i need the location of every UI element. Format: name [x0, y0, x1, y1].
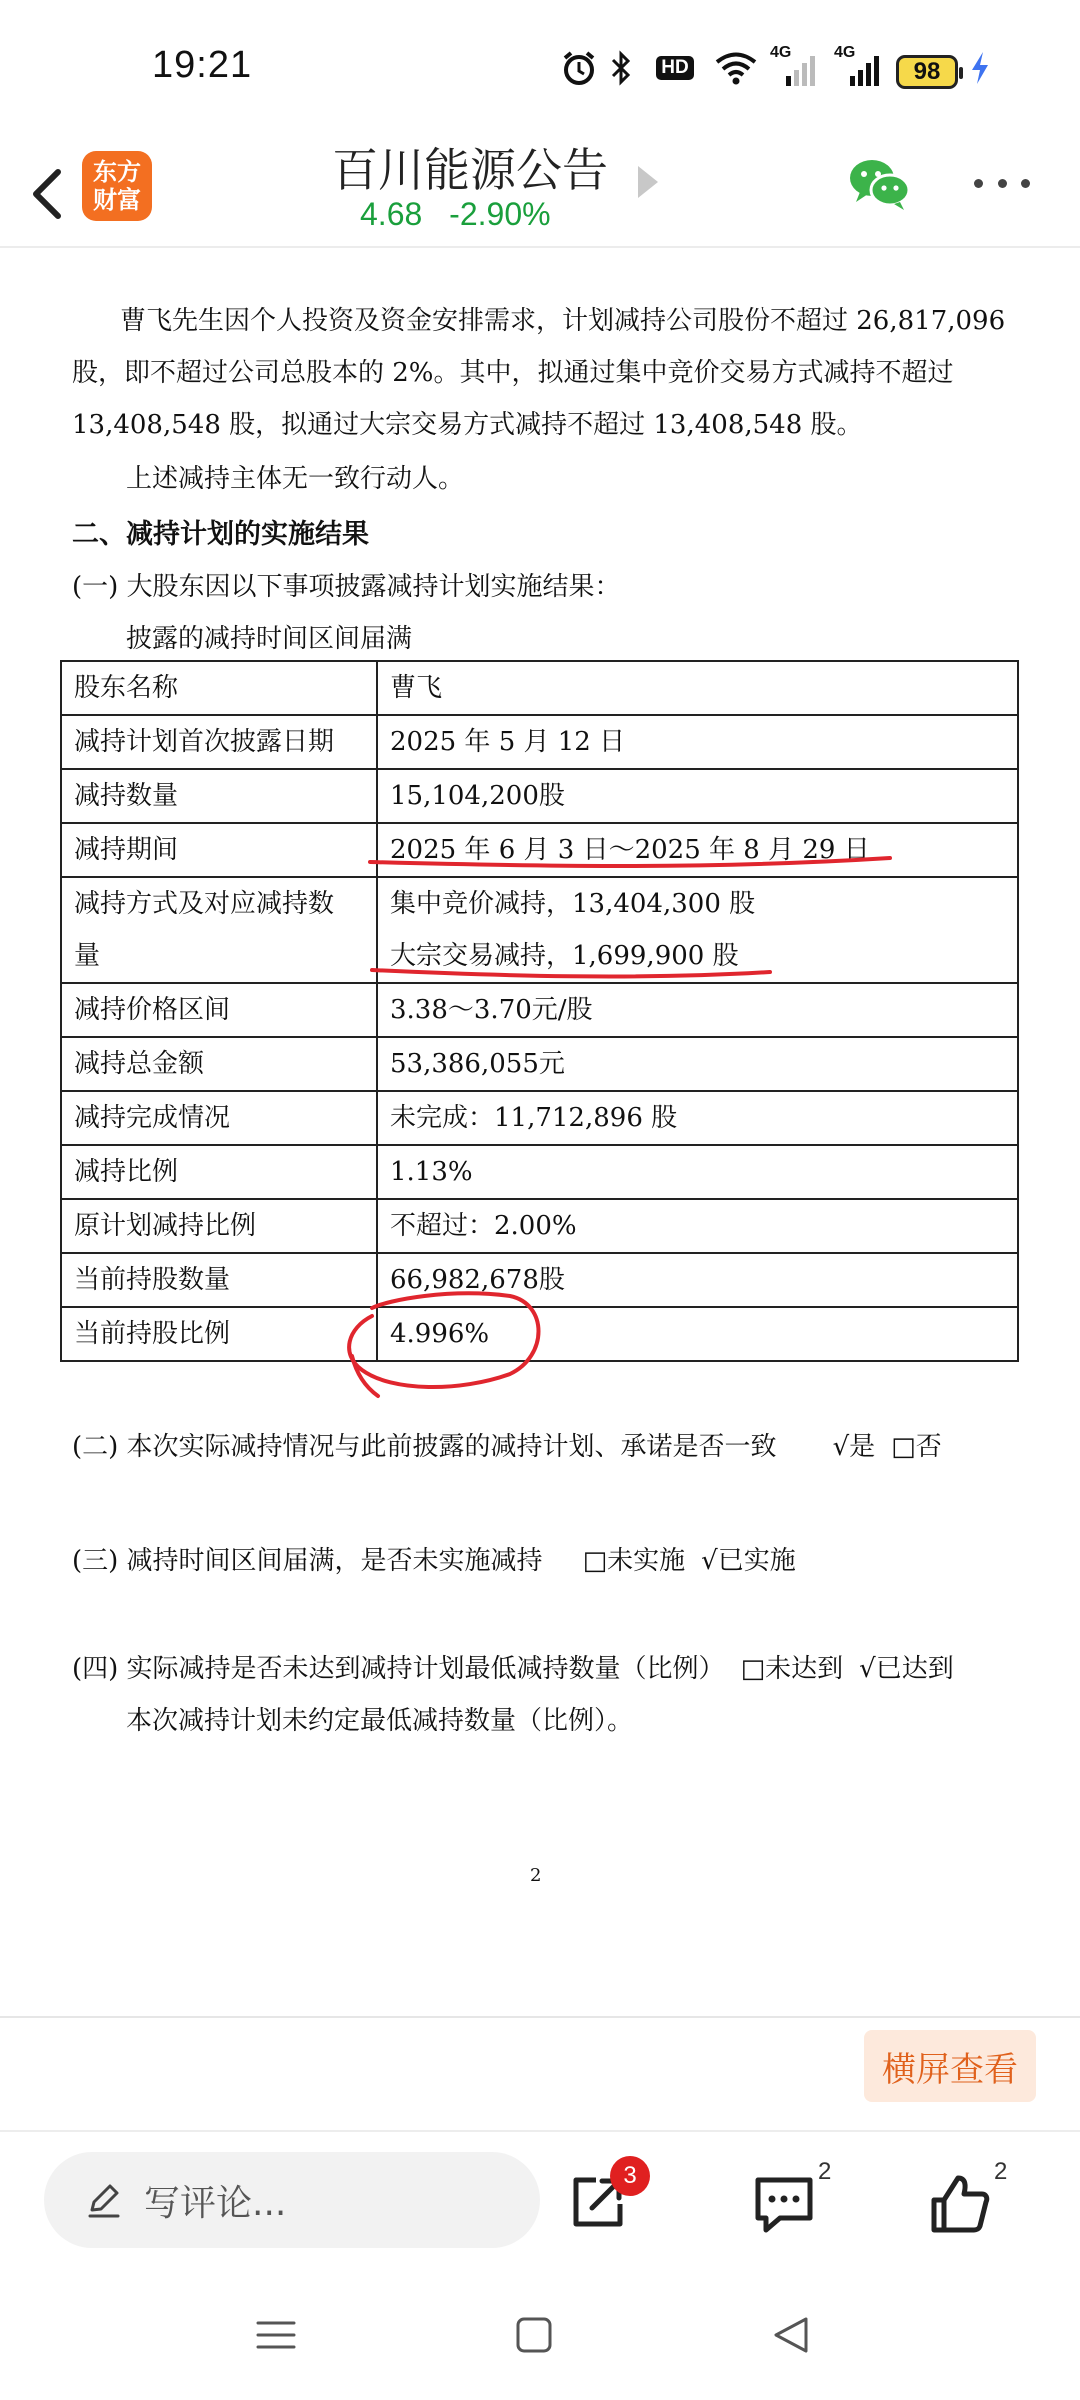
table-label: 原计划减持比例 — [61, 1199, 377, 1253]
status-bar — [0, 0, 1080, 140]
alarm-icon — [558, 48, 600, 88]
comment-button[interactable] — [752, 2158, 832, 2242]
stock-quote — [360, 196, 569, 233]
logo-line-1: 东方 — [93, 158, 141, 186]
table-row — [61, 983, 1018, 1037]
table-row — [61, 877, 1018, 983]
table-value: 1.13% — [377, 1145, 1018, 1199]
like-icon — [928, 2172, 992, 2236]
charging-icon — [966, 48, 994, 88]
table-label: 减持期间 — [61, 823, 377, 877]
subsection-1-note: 披露的减持时间区间届满 — [126, 624, 413, 654]
table-label: 减持计划首次披露日期 — [61, 715, 377, 769]
table-row — [61, 1037, 1018, 1091]
pencil-icon — [84, 2180, 124, 2220]
divider — [0, 2016, 1080, 2018]
status-time: 19:21 — [152, 44, 253, 86]
hd-voice-icon: HD — [652, 48, 698, 88]
table-value: 未完成：11,712,896 股 — [377, 1091, 1018, 1145]
table-value: 53,386,055元 — [377, 1037, 1018, 1091]
yes-checkbox[interactable]: √是 — [832, 1432, 876, 1462]
table-row — [61, 1253, 1018, 1307]
title-arrow-icon[interactable] — [638, 166, 658, 198]
table-label: 减持方式及对应减持数 量 — [61, 877, 377, 983]
app-logo[interactable] — [82, 151, 152, 221]
table-row — [61, 715, 1018, 769]
app-header — [0, 140, 1080, 248]
landscape-view-button[interactable]: 横屏查看 — [864, 2030, 1036, 2102]
reduction-table — [60, 660, 1019, 1362]
home-nav-button[interactable] — [504, 2305, 564, 2365]
table-label: 当前持股比例 — [61, 1307, 377, 1361]
back-triangle-icon — [762, 2305, 822, 2365]
wechat-icon — [846, 154, 912, 214]
section-heading: 二、减持计划的实施结果 — [72, 519, 369, 550]
table-value: 3.38～3.70元/股 — [377, 983, 1018, 1037]
table-row — [61, 1199, 1018, 1253]
logo-line-2: 财富 — [93, 186, 141, 214]
page-number: 2 — [530, 1865, 542, 1886]
wechat-share-button[interactable] — [846, 154, 912, 214]
stock-price: 4.68 — [360, 196, 423, 232]
comment-input[interactable] — [44, 2152, 540, 2248]
share-badge: 3 — [610, 2156, 650, 2196]
stock-change: -2.90% — [449, 196, 551, 232]
no-checkbox[interactable]: □否 — [891, 1432, 942, 1462]
table-row — [61, 1091, 1018, 1145]
home-icon — [504, 2305, 564, 2365]
table-label: 减持数量 — [61, 769, 377, 823]
intro-line-4: 上述减持主体无一致行动人。 — [126, 464, 465, 494]
wifi-icon — [712, 48, 760, 88]
intro-line-2: 股，即不超过公司总股本的 2%。其中，拟通过集中竞价交易方式减持不超过 — [72, 358, 954, 388]
comment-placeholder: 写评论... — [144, 2182, 287, 2224]
table-label: 减持完成情况 — [61, 1091, 377, 1145]
reached-checkbox[interactable]: √已达到 — [859, 1654, 954, 1684]
subsection-1: (一) 大股东因以下事项披露减持计划实施结果： — [72, 572, 621, 602]
comment-icon — [752, 2172, 816, 2236]
back-nav-button[interactable] — [762, 2305, 822, 2365]
implemented-checkbox[interactable]: √已实施 — [701, 1546, 796, 1576]
not-implemented-checkbox[interactable]: □未实施 — [582, 1546, 686, 1576]
not-reached-checkbox[interactable]: □未达到 — [740, 1654, 844, 1684]
bluetooth-icon — [606, 48, 636, 88]
table-label: 减持总金额 — [61, 1037, 377, 1091]
question-4-note: 本次减持计划未约定最低减持数量（比例）。 — [126, 1706, 634, 1736]
share-button[interactable] — [566, 2162, 646, 2242]
table-value: 2025 年 6 月 3 日～2025 年 8 月 29 日 — [377, 823, 1018, 877]
menu-icon — [246, 2305, 306, 2365]
table-value: 2025 年 5 月 12 日 — [377, 715, 1018, 769]
page-title: 百川能源公告 — [332, 143, 608, 197]
question-2: (二) 本次实际减持情况与此前披露的减持计划、承诺是否一致 √是 □否 — [72, 1432, 942, 1462]
table-label: 当前持股数量 — [61, 1253, 377, 1307]
back-button[interactable] — [20, 150, 80, 230]
table-row — [61, 1145, 1018, 1199]
more-button[interactable] — [974, 168, 1030, 198]
question-3: (三) 减持时间区间届满，是否未实施减持 □未实施 √已实施 — [72, 1546, 796, 1576]
more-icon — [974, 179, 983, 188]
like-count: 2 — [994, 2158, 1008, 2185]
comment-count: 2 — [818, 2158, 832, 2185]
question-4: (四) 实际减持是否未达到减持计划最低减持数量（比例） □未达到 √已达到 — [72, 1654, 954, 1684]
table-value: 4.996% — [377, 1307, 1018, 1361]
table-value: 66,982,678股 — [377, 1253, 1018, 1307]
table-label: 减持比例 — [61, 1145, 377, 1199]
like-button[interactable] — [928, 2158, 1008, 2242]
intro-line-1: 曹飞先生因个人投资及资金安排需求，计划减持公司股份不超过 26,817,096 — [120, 306, 1006, 336]
table-value: 集中竞价减持，13,404,300 股 大宗交易减持，1,699,900 股 — [377, 877, 1018, 983]
table-label: 减持价格区间 — [61, 983, 377, 1037]
announcement-document — [0, 250, 1080, 2010]
menu-nav-button[interactable] — [246, 2305, 306, 2365]
table-row — [61, 1307, 1018, 1361]
table-row — [61, 769, 1018, 823]
table-row — [61, 823, 1018, 877]
table-row — [61, 661, 1018, 715]
table-value: 不超过：2.00% — [377, 1199, 1018, 1253]
table-label: 股东名称 — [61, 661, 377, 715]
intro-line-3: 13,408,548 股，拟通过大宗交易方式减持不超过 13,408,548 股。 — [72, 410, 863, 440]
battery-icon: 98 — [896, 55, 958, 89]
table-value: 曹飞 — [377, 661, 1018, 715]
signal-icon: 4G — [770, 48, 820, 88]
table-value: 15,104,200股 — [377, 769, 1018, 823]
divider — [0, 2130, 1080, 2132]
signal-icon: 4G — [834, 48, 886, 88]
